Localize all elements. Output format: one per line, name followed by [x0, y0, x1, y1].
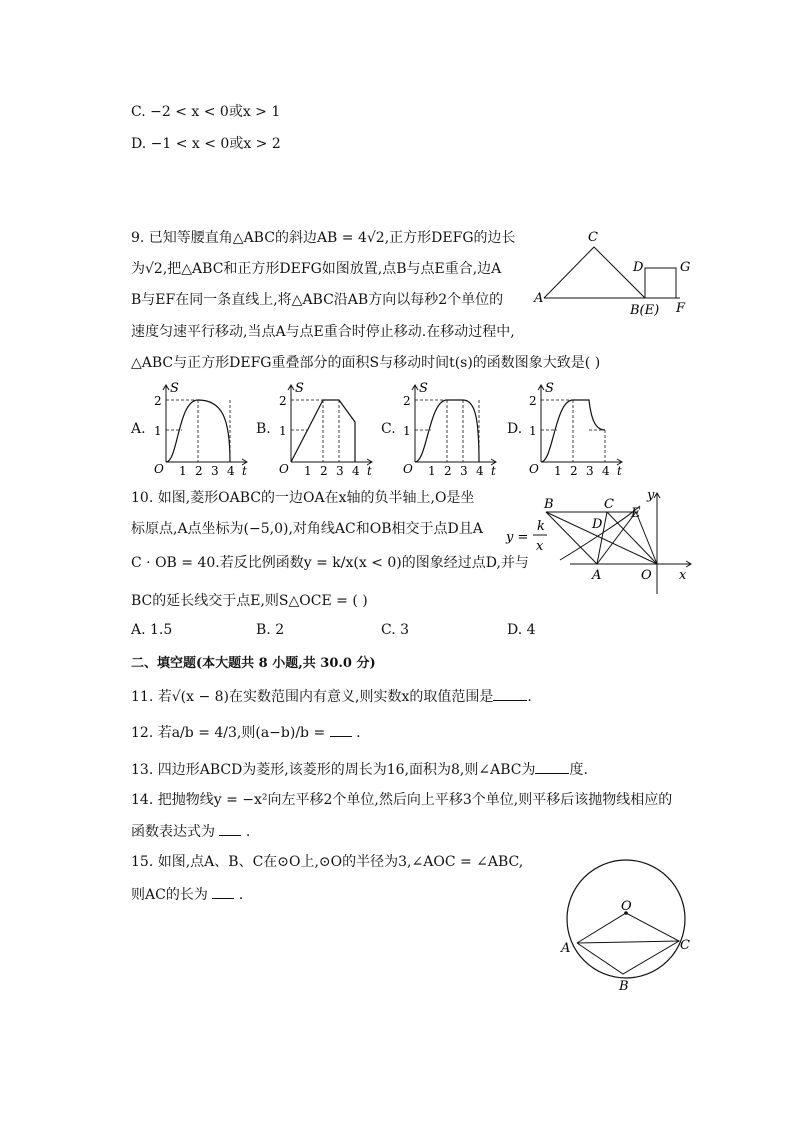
q9-label-b: B(E) [630, 303, 660, 318]
q9-graph-c-tick-y2: 2 [403, 394, 411, 408]
q14-end: . [245, 824, 251, 840]
q9-graph-d-origin: O [529, 462, 539, 476]
q8-option-d: D. −1 < x < 0或x > 2 [131, 136, 281, 152]
q15-text-line2: 则AC的长为 [131, 887, 208, 903]
q9-graph-c-ylabel: S [419, 381, 428, 396]
q9-graph-b-ylabel: S [295, 381, 304, 396]
q9-graph-c-xlabel: t [491, 464, 496, 476]
q9-graph-b-tick-x1: 1 [304, 464, 312, 476]
q9-label-d: D [633, 260, 644, 275]
q15-label-b: B [619, 979, 629, 994]
q9-graph-c [397, 378, 507, 476]
q9-graph-b [273, 378, 383, 476]
q13-end: 度. [569, 762, 588, 778]
q13-text: 13. 四边形ABCD为菱形,该菱形的周长为16,面积为8,则∠ABC为 [131, 762, 536, 778]
q10-option-c: C. 3 [381, 622, 410, 638]
q9-label-g: G [680, 260, 691, 275]
q9-graph-d [523, 378, 633, 476]
q15-figure [555, 850, 700, 996]
q9-graph-a-axes [163, 385, 247, 465]
q9-graph-d-tick-x4: 4 [602, 464, 610, 476]
q9-graph-d-tick-y1: 1 [529, 424, 537, 438]
q15-label-a: A [561, 941, 571, 956]
q9-graph-a-tick-x2: 2 [195, 464, 203, 476]
q9-graph-c-tick-x2: 2 [444, 464, 452, 476]
q10-text-line1: 10. 如图,菱形OABC的一边OA在x轴的负半轴上,O是坐 [131, 490, 475, 506]
q14-text-line2: 函数表达式为 [131, 824, 215, 840]
q15-label-c: C [680, 938, 690, 953]
q10-hyperbola [560, 506, 640, 560]
q10-label-b: B [544, 497, 554, 512]
q9-graph-a-xlabel: t [242, 464, 247, 476]
q10-label-x: x [679, 568, 687, 583]
q10-option-a: A. 1.5 [131, 622, 173, 638]
q9-graph-d-tick-y2: 2 [529, 394, 537, 408]
q10-label-e: E [631, 506, 641, 521]
q9-graph-c-tick-y1: 1 [403, 424, 411, 438]
q9-graph-d-xlabel: t [617, 464, 622, 476]
q10-label-o: O [641, 568, 652, 583]
q9-option-b-label: B. [256, 421, 271, 437]
q9-graph-a-origin: O [154, 462, 164, 476]
q9-triangle [544, 247, 645, 298]
q14-line2 [131, 821, 250, 842]
q14-answer-blank[interactable] [219, 821, 241, 836]
section-2-heading: 二、填空题(本大题共 8 小题,共 30.0 分) [131, 656, 376, 671]
q15-text-line1: 15. 如图,点A、B、C在⊙O上,⊙O的半径为3,∠AOC = ∠ABC, [131, 854, 524, 870]
q9-graph-b-xlabel: t [367, 464, 372, 476]
q9-label-c: C [588, 230, 598, 245]
q9-graph-c-tick-x4: 4 [476, 464, 484, 476]
q9-graph-c-origin: O [403, 462, 413, 476]
q11-answer-blank[interactable] [493, 686, 527, 701]
q9-text-line5: △ABC与正方形DEFG重叠部分的面积S与移动时间t(s)的函数图象大致是( ) [131, 355, 601, 371]
q11-end: . [527, 689, 532, 705]
q10-func-y: y = [506, 530, 529, 545]
q14-text-line1: 14. 把抛物线y = −x²向左平移2个单位,然后向上平移3个单位,则平移后该抛物线相应的 [131, 792, 673, 808]
q10-label-c: C [604, 497, 614, 512]
q9-text-line1: 9. 已知等腰直角△ABC的斜边AB = 4√2,正方形DEFG的边长 [131, 230, 516, 246]
q9-graph-b-tick-x3: 3 [336, 464, 344, 476]
q9-graph-d-tick-x2: 2 [570, 464, 578, 476]
q9-graph-b-tick-x2: 2 [320, 464, 328, 476]
q9-graph-a-tick-x1: 1 [179, 464, 187, 476]
q15-answer-blank[interactable] [212, 884, 234, 899]
q9-graph-a-ylabel: S [170, 381, 179, 396]
q12-answer-blank[interactable] [330, 722, 352, 737]
q9-graph-a [148, 378, 258, 476]
q9-text-line2: 为√2,把△ABC和正方形DEFG如图放置,点B与点E重合,边A [131, 261, 502, 277]
q9-graph-d-tick-x1: 1 [554, 464, 562, 476]
q10-label-a: A [592, 568, 602, 583]
q10-func-num: k [537, 519, 545, 534]
q12-end: . [356, 725, 361, 741]
q9-graph-d-tick-x3: 3 [586, 464, 594, 476]
q9-text-line4: 速度匀速平行移动,当点A与点E重合时停止移动.在移动过程中, [131, 324, 515, 340]
q15-line2 [131, 884, 243, 905]
q10-label-y: y [647, 488, 655, 503]
q9-graph-b-origin: O [279, 462, 289, 476]
q9-graph-a-tick-x3: 3 [211, 464, 219, 476]
q10-func-den: x [536, 539, 544, 554]
q9-label-a: A [534, 291, 544, 306]
q9-graph-d-ylabel: S [545, 381, 554, 396]
q9-text-line3: B与EF在同一条直线上,将△ABC沿AB方向以每秒2个单位的 [131, 292, 504, 308]
q10-text-line3: C · OB = 40.若反比例函数y = k/x(x < 0)的图象经过点D,并与 [131, 555, 529, 571]
q15-circle [567, 860, 685, 978]
q10-option-b: B. 2 [256, 622, 285, 638]
q9-option-d-label: D. [507, 421, 523, 437]
q13-answer-blank[interactable] [535, 759, 569, 774]
q9-graph-a-tick-y1: 1 [154, 424, 162, 438]
q9-graph-b-tick-y2: 2 [279, 394, 287, 408]
q15-chord-ac [577, 941, 679, 943]
q9-graph-c-tick-x1: 1 [428, 464, 436, 476]
q11-text: 11. 若√(x − 8)在实数范围内有意义,则实数x的取值范围是 [131, 689, 494, 705]
q10-option-d: D. 4 [507, 622, 536, 638]
q10-text-line4: BC的延长线交于点E,则S△OCE = ( ) [131, 593, 368, 609]
q9-figure [530, 228, 700, 320]
q9-square [645, 268, 676, 298]
q9-graph-a-tick-x4: 4 [227, 464, 235, 476]
q13-line [131, 759, 588, 780]
q9-option-a-label: A. [131, 421, 146, 437]
q9-graph-b-tick-x4: 4 [352, 464, 360, 476]
q10-label-d: D [592, 517, 603, 532]
q9-option-c-label: C. [381, 421, 396, 437]
q11-line [131, 686, 532, 707]
q10-figure [500, 488, 700, 598]
q9-graph-c-tick-x3: 3 [460, 464, 468, 476]
q15-label-o: O [621, 899, 632, 914]
q15-end: . [238, 887, 244, 903]
q9-graph-b-tick-y1: 1 [279, 424, 287, 438]
q12-line [131, 722, 361, 743]
q10-text-line2: 标原点,A点坐标为(−5,0),对角线AC和OB相交于点D且A [131, 521, 483, 537]
q8-option-c: C. −2 < x < 0或x > 1 [131, 104, 281, 120]
q12-text: 12. 若a/b = 4/3,则(a−b)/b = [131, 725, 326, 741]
q9-graph-a-tick-y2: 2 [154, 394, 162, 408]
q9-label-f: F [676, 301, 686, 316]
